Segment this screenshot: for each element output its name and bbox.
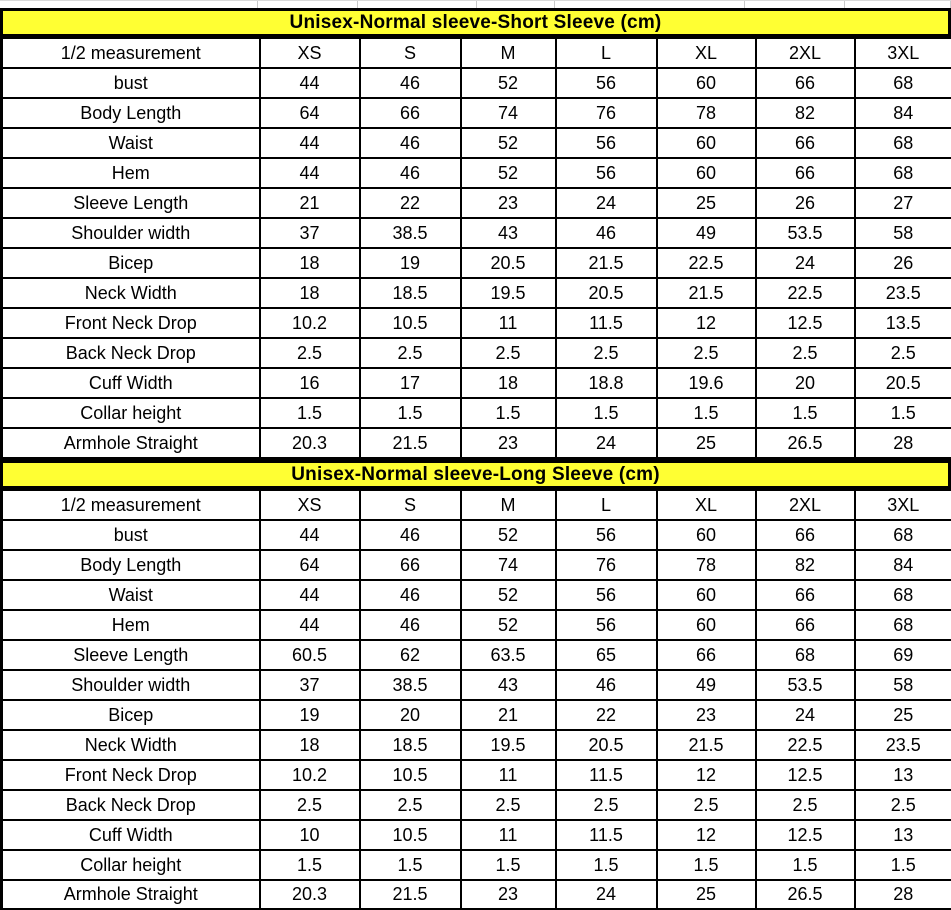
value-cell: 38.5 — [360, 218, 461, 248]
value-cell: 66 — [756, 158, 855, 188]
value-cell: 23 — [461, 880, 556, 910]
size-header-cell: S — [360, 38, 461, 68]
value-cell: 12 — [657, 820, 756, 850]
row-label-cell: Cuff Width — [2, 820, 260, 850]
value-cell: 10.5 — [360, 760, 461, 790]
value-cell: 60 — [657, 158, 756, 188]
value-cell: 60 — [657, 580, 756, 610]
value-cell: 26.5 — [756, 428, 855, 458]
table-row — [2, 580, 951, 610]
value-cell: 76 — [556, 550, 657, 580]
value-cell: 2.5 — [855, 790, 951, 820]
row-label-cell: Back Neck Drop — [2, 790, 260, 820]
value-cell: 28 — [855, 880, 951, 910]
value-cell: 22 — [360, 188, 461, 218]
value-cell: 10 — [260, 820, 360, 850]
table-row — [2, 308, 951, 338]
short-sleeve-table-body — [2, 38, 951, 458]
sheet-gridline-segment — [845, 1, 951, 8]
value-cell: 56 — [556, 520, 657, 550]
table-row — [2, 730, 951, 760]
table-row — [2, 790, 951, 820]
row-label-cell: bust — [2, 68, 260, 98]
value-cell: 1.5 — [556, 850, 657, 880]
row-label-cell: Sleeve Length — [2, 188, 260, 218]
value-cell: 20.5 — [556, 730, 657, 760]
value-cell: 46 — [360, 520, 461, 550]
value-cell: 68 — [855, 158, 951, 188]
value-cell: 52 — [461, 610, 556, 640]
value-cell: 2.5 — [855, 338, 951, 368]
table-row — [2, 338, 951, 368]
value-cell: 20.5 — [461, 248, 556, 278]
value-cell: 66 — [360, 550, 461, 580]
row-label-cell: Body Length — [2, 550, 260, 580]
size-header-cell: 3XL — [855, 490, 951, 520]
value-cell: 20.3 — [260, 428, 360, 458]
value-cell: 18 — [260, 730, 360, 760]
row-label-cell: Bicep — [2, 248, 260, 278]
value-cell: 22.5 — [756, 278, 855, 308]
value-cell: 1.5 — [260, 398, 360, 428]
value-cell: 21.5 — [556, 248, 657, 278]
value-cell: 22 — [556, 700, 657, 730]
value-cell: 25 — [657, 428, 756, 458]
value-cell: 2.5 — [657, 790, 756, 820]
value-cell: 1.5 — [461, 850, 556, 880]
value-cell: 20.5 — [855, 368, 951, 398]
value-cell: 12 — [657, 308, 756, 338]
size-header-cell: 2XL — [756, 490, 855, 520]
value-cell: 21.5 — [360, 880, 461, 910]
row-label-cell: Cuff Width — [2, 368, 260, 398]
table-row — [2, 218, 951, 248]
value-cell: 23.5 — [855, 278, 951, 308]
row-label-cell: Shoulder width — [2, 218, 260, 248]
value-cell: 74 — [461, 98, 556, 128]
value-cell: 19 — [260, 700, 360, 730]
value-cell: 28 — [855, 428, 951, 458]
value-cell: 24 — [556, 428, 657, 458]
value-cell: 1.5 — [855, 398, 951, 428]
value-cell: 18 — [260, 278, 360, 308]
value-cell: 19.6 — [657, 368, 756, 398]
value-cell: 1.5 — [756, 850, 855, 880]
sheet-gridline-segment — [258, 1, 358, 8]
size-header-cell: 3XL — [855, 38, 951, 68]
row-label-cell: Waist — [2, 580, 260, 610]
row-label-cell: bust — [2, 520, 260, 550]
value-cell: 11 — [461, 760, 556, 790]
value-cell: 44 — [260, 68, 360, 98]
sheet-gridline-segment — [745, 1, 845, 8]
value-cell: 46 — [360, 580, 461, 610]
value-cell: 60 — [657, 610, 756, 640]
value-cell: 53.5 — [756, 670, 855, 700]
value-cell: 78 — [657, 98, 756, 128]
value-cell: 66 — [756, 68, 855, 98]
value-cell: 46 — [360, 128, 461, 158]
value-cell: 1.5 — [657, 398, 756, 428]
value-cell: 68 — [855, 520, 951, 550]
value-cell: 21.5 — [657, 730, 756, 760]
value-cell: 19.5 — [461, 278, 556, 308]
value-cell: 26.5 — [756, 880, 855, 910]
value-cell: 2.5 — [260, 338, 360, 368]
value-cell: 60.5 — [260, 640, 360, 670]
size-header-cell: XS — [260, 490, 360, 520]
value-cell: 23 — [657, 700, 756, 730]
value-cell: 52 — [461, 158, 556, 188]
value-cell: 2.5 — [657, 338, 756, 368]
value-cell: 1.5 — [461, 398, 556, 428]
sheet-gridline-segment — [555, 1, 745, 8]
value-cell: 58 — [855, 218, 951, 248]
value-cell: 49 — [657, 218, 756, 248]
size-header-cell: L — [556, 38, 657, 68]
value-cell: 52 — [461, 580, 556, 610]
row-label-cell: Waist — [2, 128, 260, 158]
value-cell: 1.5 — [556, 398, 657, 428]
value-cell: 11 — [461, 820, 556, 850]
value-cell: 24 — [556, 880, 657, 910]
value-cell: 2.5 — [461, 338, 556, 368]
table-row — [2, 760, 951, 790]
value-cell: 37 — [260, 218, 360, 248]
value-cell: 82 — [756, 98, 855, 128]
value-cell: 23.5 — [855, 730, 951, 760]
row-label-cell: Back Neck Drop — [2, 338, 260, 368]
value-cell: 2.5 — [756, 338, 855, 368]
size-header-cell: L — [556, 490, 657, 520]
value-cell: 1.5 — [855, 850, 951, 880]
row-label-cell: Hem — [2, 158, 260, 188]
value-cell: 66 — [756, 610, 855, 640]
table-row — [2, 188, 951, 218]
value-cell: 64 — [260, 98, 360, 128]
value-cell: 68 — [855, 580, 951, 610]
table-row — [2, 68, 951, 98]
row-label-cell: Shoulder width — [2, 670, 260, 700]
value-cell: 16 — [260, 368, 360, 398]
column-header-row — [2, 38, 951, 68]
row-label-cell: Hem — [2, 610, 260, 640]
value-cell: 46 — [556, 670, 657, 700]
value-cell: 66 — [756, 520, 855, 550]
value-cell: 22.5 — [756, 730, 855, 760]
table-row — [2, 550, 951, 580]
table-row — [2, 640, 951, 670]
value-cell: 74 — [461, 550, 556, 580]
value-cell: 10.2 — [260, 760, 360, 790]
value-cell: 52 — [461, 128, 556, 158]
value-cell: 68 — [855, 610, 951, 640]
value-cell: 69 — [855, 640, 951, 670]
value-cell: 18.5 — [360, 730, 461, 760]
row-label-cell: Body Length — [2, 98, 260, 128]
value-cell: 26 — [855, 248, 951, 278]
size-header-cell: M — [461, 490, 556, 520]
value-cell: 24 — [556, 188, 657, 218]
value-cell: 37 — [260, 670, 360, 700]
value-cell: 1.5 — [756, 398, 855, 428]
value-cell: 18.5 — [360, 278, 461, 308]
value-cell: 12.5 — [756, 820, 855, 850]
value-cell: 11.5 — [556, 308, 657, 338]
value-cell: 46 — [360, 158, 461, 188]
table-row — [2, 248, 951, 278]
long-sleeve-table-body — [2, 490, 951, 910]
value-cell: 2.5 — [756, 790, 855, 820]
value-cell: 19.5 — [461, 730, 556, 760]
value-cell: 12.5 — [756, 760, 855, 790]
size-header-cell: XL — [657, 490, 756, 520]
value-cell: 2.5 — [556, 790, 657, 820]
value-cell: 21 — [260, 188, 360, 218]
value-cell: 49 — [657, 670, 756, 700]
column-header-row — [2, 490, 951, 520]
table-row — [2, 670, 951, 700]
long-sleeve-table — [0, 489, 951, 910]
value-cell: 11 — [461, 308, 556, 338]
row-label-cell: Sleeve Length — [2, 640, 260, 670]
value-cell: 21.5 — [657, 278, 756, 308]
row-label-cell: Front Neck Drop — [2, 760, 260, 790]
value-cell: 66 — [657, 640, 756, 670]
sheet-gridline-segment — [477, 1, 555, 8]
value-cell: 65 — [556, 640, 657, 670]
table-row — [2, 850, 951, 880]
value-cell: 56 — [556, 68, 657, 98]
long-sleeve-section — [0, 460, 951, 910]
value-cell: 52 — [461, 520, 556, 550]
value-cell: 56 — [556, 128, 657, 158]
value-cell: 62 — [360, 640, 461, 670]
value-cell: 20 — [756, 368, 855, 398]
row-label-cell: Armhole Straight — [2, 428, 260, 458]
sheet-gridline-segment — [0, 1, 258, 8]
size-header-cell: S — [360, 490, 461, 520]
value-cell: 18.8 — [556, 368, 657, 398]
value-cell: 52 — [461, 68, 556, 98]
value-cell: 66 — [360, 98, 461, 128]
value-cell: 2.5 — [556, 338, 657, 368]
value-cell: 64 — [260, 550, 360, 580]
value-cell: 60 — [657, 520, 756, 550]
value-cell: 68 — [855, 128, 951, 158]
value-cell: 24 — [756, 700, 855, 730]
size-header-cell: 2XL — [756, 38, 855, 68]
measurement-header-cell: 1/2 measurement — [2, 490, 260, 520]
value-cell: 26 — [756, 188, 855, 218]
value-cell: 1.5 — [260, 850, 360, 880]
value-cell: 63.5 — [461, 640, 556, 670]
value-cell: 44 — [260, 580, 360, 610]
value-cell: 13.5 — [855, 308, 951, 338]
section-title-long-sleeve: Unisex-Normal sleeve-Long Sleeve (cm) — [0, 460, 951, 489]
row-label-cell: Collar height — [2, 398, 260, 428]
value-cell: 68 — [855, 68, 951, 98]
value-cell: 56 — [556, 158, 657, 188]
value-cell: 1.5 — [360, 398, 461, 428]
short-sleeve-section — [0, 8, 951, 460]
value-cell: 12.5 — [756, 308, 855, 338]
row-label-cell: Neck Width — [2, 278, 260, 308]
value-cell: 10.2 — [260, 308, 360, 338]
value-cell: 84 — [855, 98, 951, 128]
value-cell: 2.5 — [461, 790, 556, 820]
value-cell: 44 — [260, 128, 360, 158]
value-cell: 44 — [260, 610, 360, 640]
value-cell: 68 — [756, 640, 855, 670]
value-cell: 22.5 — [657, 248, 756, 278]
value-cell: 60 — [657, 68, 756, 98]
table-row — [2, 880, 951, 910]
row-label-cell: Neck Width — [2, 730, 260, 760]
value-cell: 78 — [657, 550, 756, 580]
value-cell: 25 — [657, 188, 756, 218]
value-cell: 27 — [855, 188, 951, 218]
value-cell: 66 — [756, 580, 855, 610]
value-cell: 76 — [556, 98, 657, 128]
value-cell: 11.5 — [556, 760, 657, 790]
value-cell: 46 — [360, 610, 461, 640]
value-cell: 46 — [556, 218, 657, 248]
value-cell: 2.5 — [360, 790, 461, 820]
value-cell: 21.5 — [360, 428, 461, 458]
value-cell: 10.5 — [360, 820, 461, 850]
value-cell: 43 — [461, 218, 556, 248]
value-cell: 12 — [657, 760, 756, 790]
value-cell: 43 — [461, 670, 556, 700]
value-cell: 44 — [260, 520, 360, 550]
value-cell: 17 — [360, 368, 461, 398]
value-cell: 1.5 — [657, 850, 756, 880]
table-row — [2, 398, 951, 428]
size-header-cell: XL — [657, 38, 756, 68]
table-row — [2, 128, 951, 158]
value-cell: 66 — [756, 128, 855, 158]
value-cell: 56 — [556, 580, 657, 610]
row-label-cell: Armhole Straight — [2, 880, 260, 910]
row-label-cell: Collar height — [2, 850, 260, 880]
value-cell: 23 — [461, 428, 556, 458]
value-cell: 56 — [556, 610, 657, 640]
value-cell: 24 — [756, 248, 855, 278]
value-cell: 25 — [657, 880, 756, 910]
measurement-header-cell: 1/2 measurement — [2, 38, 260, 68]
value-cell: 25 — [855, 700, 951, 730]
value-cell: 19 — [360, 248, 461, 278]
value-cell: 21 — [461, 700, 556, 730]
value-cell: 20.3 — [260, 880, 360, 910]
value-cell: 18 — [461, 368, 556, 398]
value-cell: 82 — [756, 550, 855, 580]
value-cell: 46 — [360, 68, 461, 98]
table-row — [2, 278, 951, 308]
value-cell: 53.5 — [756, 218, 855, 248]
value-cell: 23 — [461, 188, 556, 218]
section-title-short-sleeve: Unisex-Normal sleeve-Short Sleeve (cm) — [0, 8, 951, 37]
value-cell: 44 — [260, 158, 360, 188]
value-cell: 20.5 — [556, 278, 657, 308]
table-row — [2, 700, 951, 730]
table-row — [2, 428, 951, 458]
value-cell: 2.5 — [260, 790, 360, 820]
table-row — [2, 520, 951, 550]
table-row — [2, 368, 951, 398]
value-cell: 13 — [855, 760, 951, 790]
value-cell: 58 — [855, 670, 951, 700]
value-cell: 2.5 — [360, 338, 461, 368]
size-header-cell: M — [461, 38, 556, 68]
value-cell: 20 — [360, 700, 461, 730]
table-row — [2, 98, 951, 128]
row-label-cell: Bicep — [2, 700, 260, 730]
value-cell: 84 — [855, 550, 951, 580]
value-cell: 13 — [855, 820, 951, 850]
value-cell: 38.5 — [360, 670, 461, 700]
table-row — [2, 158, 951, 188]
value-cell: 18 — [260, 248, 360, 278]
table-row — [2, 820, 951, 850]
size-header-cell: XS — [260, 38, 360, 68]
row-label-cell: Front Neck Drop — [2, 308, 260, 338]
value-cell: 60 — [657, 128, 756, 158]
value-cell: 10.5 — [360, 308, 461, 338]
value-cell: 11.5 — [556, 820, 657, 850]
short-sleeve-table — [0, 37, 951, 460]
table-row — [2, 610, 951, 640]
value-cell: 1.5 — [360, 850, 461, 880]
sheet-gridline-segment — [358, 1, 477, 8]
spreadsheet-gridline-strip — [0, 0, 951, 8]
